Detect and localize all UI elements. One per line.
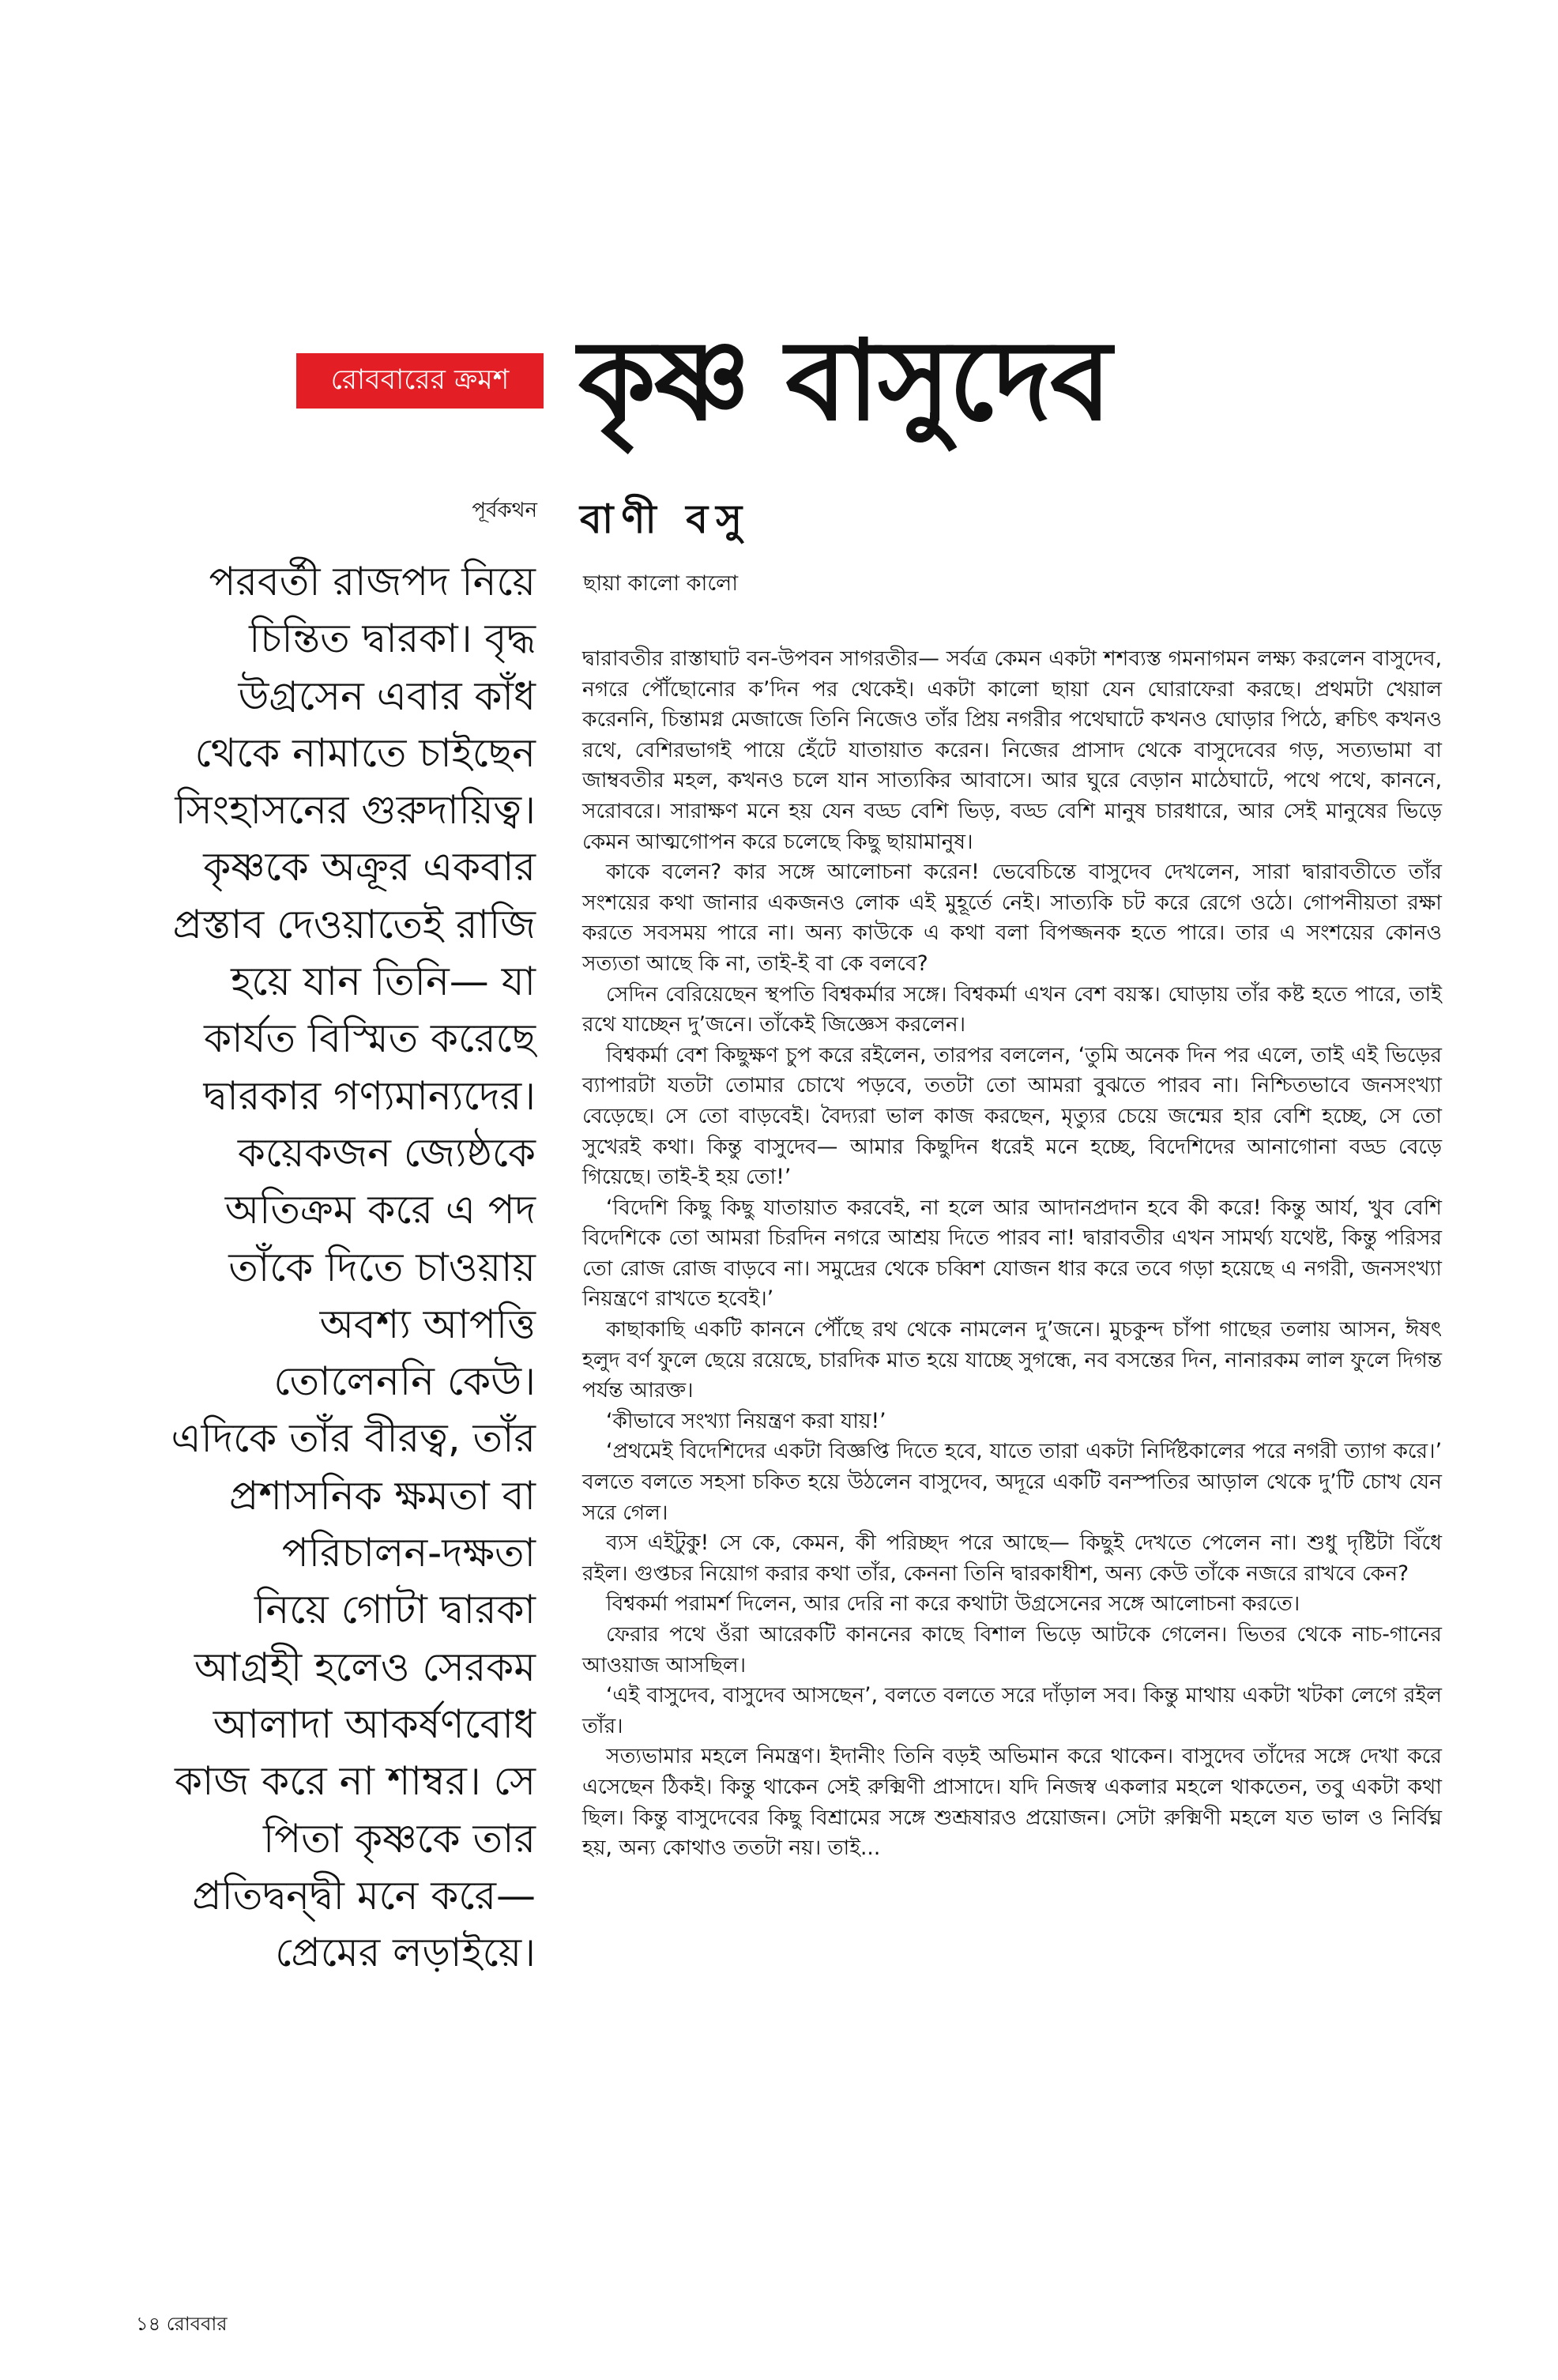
pre-story-label: পূর্বকথন xyxy=(472,499,537,522)
pull-quote-line: থেকে নামাতে চাইছেন xyxy=(194,729,536,776)
body-paragraph: ‘কীভাবে সংখ্যা নিয়ন্ত্রণ করা যায়!’ xyxy=(606,1408,886,1433)
pull-quote-line: প্রস্তাব দেওয়াতেই রাজি xyxy=(172,901,536,947)
body-paragraph: কাছাকাছি একটি কাননে পৌঁছে রথ থেকে নামলেন দু’জনে। মুচকুন্দ চাঁপা গাছের তলায় আসন, ঈষৎ হলুদ বর্ণ ফুলে ছেয়ে রয়েছে, চারদিক মাত হয়ে যাচ্ছে সুগন্ধে, নব বসন্তের দিন, নানারকম লাল ফুলে দিগন্ত পর্যন্ত আরক্ত। xyxy=(582,1317,1442,1403)
article-title: কৃষ্ণ বাসুদেব xyxy=(578,317,1111,446)
body-paragraph: বিশ্বকর্মা বেশ কিছুক্ষণ চুপ করে রইলেন, তারপর বললেন, ‘তুমি অনেক দিন পর এলে, তাই এই ভিড়ের ব্যাপারটা যতটা তোমার চোখে পড়বে, ততটা তো আমরা বুঝতে পারব না। নিশ্চিতভাবে জনসংখ্যা বেড়েছে। সে তো বাড়বেই। বৈদ্যরা ভাল কাজ করছেন, মৃত্যুর চেয়ে জন্মের হার বেশি হচ্ছে, সে তো সুখেরই কথা। কিন্তু বাসুদেব— আমার কিছুদিন ধরেই মনে হচ্ছে, বিদেশিদের আনাগোনা বড্ড বেড়ে গিয়েছে। তাই-ই হয় তো!’ xyxy=(582,1042,1442,1190)
pull-quote-line: পরিচালন-দক্ষতা xyxy=(281,1530,536,1576)
pull-quote-line: দ্বারকার গণ্যমান্যদের। xyxy=(203,1072,536,1119)
body-paragraph: ‘এই বাসুদেব, বাসুদেব আসছেন’, বলতে বলতে সরে দাঁড়াল সব। কিন্তু মাথায় একটা খটকা লেগে রইল তাঁর। xyxy=(582,1683,1442,1738)
pull-quote xyxy=(125,553,536,1981)
pull-quote-line: চিন্তিত দ্বারকা। বৃদ্ধ xyxy=(249,616,536,662)
pull-quote-line: পিতা কৃষ্ণকে তার xyxy=(262,1815,536,1862)
body-paragraph: দ্বারাবতীর রাস্তাঘাট বন-উপবন সাগরতীর— সর্বত্র কেমন একটা শশব্যস্ত গমনাগমন লক্ষ্য করলেন বাসুদেব, নগরে পৌঁছোনোর ক’দিন পর থেকেই। একটা কালো ছায়া যেন ঘোরাফেরা করছে। প্রথমটা খেয়াল করেননি, চিন্তামগ্ন মেজাজে তিনি নিজেও তাঁর প্রিয় নগরীর পথেঘাটে কখনও ঘোড়ার পিঠে, ক্বচিৎ কখনও রথে, বেশিরভাগই পায়ে হেঁটে যাতায়াত করেন। নিজের প্রাসাদ থেকে বাসুদেবের গড়, সত্যভামা বা জাম্ববতীর মহল, কখনও চলে যান সাত্যকির আবাসে। আর ঘুরে বেড়ান মাঠেঘাটে, পথে পথে, কাননে, সরোবরে। সারাক্ষণ মনে হয় যেন বড্ড বেশি ভিড়, বড্ড বেশি মানুষ চারধারে, আর সেই মানুষের ভিড়ে কেমন আত্মগোপন করে চলেছে কিছু ছায়ামানুষ। xyxy=(582,646,1442,854)
pull-quote-line: তাঁকে দিতে চাওয়ায় xyxy=(228,1244,536,1290)
body-paragraph: ফেরার পথে ওঁরা আরেকটি কাননের কাছে বিশাল ভিড়ে আটকে গেলেন। ভিতর থেকে নাচ-গানের আওয়াজ আসছিল। xyxy=(582,1622,1442,1678)
body-paragraph: ‘প্রথমেই বিদেশিদের একটা বিজ্ঞপ্তি দিতে হবে, যাতে তারা একটা নির্দিষ্টকালের পরে নগরী ত্যাগ করে।’ বলতে বলতে সহসা চকিত হয়ে উঠলেন বাসুদেব, অদূরে একটি বনস্পতির আড়াল থেকে দু’টি চোখ যেন সরে গেল। xyxy=(582,1439,1442,1525)
author-name: বাণী বসু xyxy=(580,496,751,542)
pull-quote-line: হয়ে যান তিনি— যা xyxy=(231,958,536,1005)
pull-quote-line: সিংহাসনের গুরুদায়িত্ব। xyxy=(175,787,536,834)
pull-quote-line: কয়েকজন জ্যেষ্ঠকে xyxy=(237,1129,536,1176)
body-paragraph: ‘বিদেশি কিছু কিছু যাতায়াত করবেই, না হলে আর আদানপ্রদান হবে কী করে! কিন্তু আর্য, খুব বেশি বিদেশিকে তো আমরা চিরদিন নগরে আশ্রয় দিতে পারব না! দ্বারাবতীর এখন সামর্থ্য যথেষ্ট, কিন্তু পরিসর তো রোজ রোজ বাড়বে না। সমুদ্রের থেকে চব্বিশ যোজন ধার করে তবে গড়া হয়েছে এ নগরী, জনসংখ্যা নিয়ন্ত্রণে রাখতে হবেই।’ xyxy=(582,1195,1442,1312)
section-heading: ছায়া কালো কালো xyxy=(583,571,739,596)
body-paragraph: সত্যভামার মহলে নিমন্ত্রণ। ইদানীং তিনি বড়ই অভিমান করে থাকেন। বাসুদেব তাঁদের সঙ্গে দেখা করে এসেছেন ঠিকই। কিন্তু থাকেন সেই রুক্মিণী প্রাসাদে। যদি নিজস্ব একলার মহলে থাকতেন, তবু একটা কথা ছিল। কিন্তু বাসুদেবের কিছু বিশ্রামের সঙ্গে শুশ্রূষারও প্রয়োজন। সেটা রুক্মিণী মহলে যত ভাল ও নির্বিঘ্ন হয়, অন্য কোথাও ততটা নয়। তাই... xyxy=(582,1744,1442,1861)
article-body xyxy=(582,644,1442,1864)
pull-quote-line: এদিকে তাঁর বীরত্ব, তাঁর xyxy=(171,1415,536,1462)
body-paragraph: সেদিন বেরিয়েছেন স্থপতি বিশ্বকর্মার সঙ্গে। বিশ্বকর্মা এখন বেশ বয়স্ক। ঘোড়ায় তাঁর কষ্ট হতে পারে, তাই রথে যাচ্ছেন দু’জনে। তাঁকেই জিজ্ঞেস করলেন। xyxy=(582,981,1442,1037)
page-footer: ১৪ রোববার xyxy=(136,2313,228,2335)
pull-quote-line: প্রতিদ্বন্দ্বী মনে করে— xyxy=(192,1872,536,1919)
body-paragraph: বিশ্বকর্মা পরামর্শ দিলেন, আর দেরি না করে কথাটা উগ্রসেনের সঙ্গে আলোচনা করতে। xyxy=(606,1591,1300,1617)
pull-quote-line: অতিক্রম করে এ পদ xyxy=(224,1187,536,1233)
pull-quote-line: কাজ করে না শাম্বর। সে xyxy=(175,1758,536,1805)
pull-quote-line: নিয়ে গোটা দ্বারকা xyxy=(254,1587,536,1633)
pull-quote-line: পরবর্তী রাজপদ নিয়ে xyxy=(209,559,536,604)
body-paragraph: কাকে বলেন? কার সঙ্গে আলোচনা করেন! ভেবেচিন্তে বাসুদেব দেখলেন, সারা দ্বারাবতীতে তাঁর সংশয়ের কথা জানার একজনও লোক এই মুহূর্তে নেই। সাত্যকি চট করে রেগে ওঠে। গোপনীয়তা রক্ষা করতে সবসময় পারে না। অন্য কাউকে এ কথা বলা বিপজ্জনক হতে পারে। তার এ সংশয়ের কোনও সত্যতা আছে কি না, তাই-ই বা কে বলবে? xyxy=(582,860,1442,976)
pull-quote-line: উগ্রসেন এবার কাঁধ xyxy=(238,672,536,719)
pull-quote-line: আলাদা আকর্ষণবোধ xyxy=(213,1700,536,1747)
pull-quote-line: কৃষ্ণকে অক্রূর একবার xyxy=(203,844,536,891)
series-tag: রোববারের ক্রমশ xyxy=(296,353,544,409)
body-paragraph: ব্যস এইটুকু! সে কে, কেমন, কী পরিচ্ছদ পরে আছে— কিছুই দেখতে পেলেন না। শুধু দৃষ্টিটা বিঁধে রইল। গুপ্তচর নিয়োগ করার কথা তাঁর, কেননা তিনি দ্বারকাধীশ, অন্য কেউ তাঁকে নজরে রাখবে কেন? xyxy=(582,1531,1442,1586)
pull-quote-line: প্রশাসনিক ক্ষমতা বা xyxy=(229,1472,536,1519)
pull-quote-line: আগ্রহী হলেও সেরকম xyxy=(194,1644,536,1690)
pull-quote-line: তোলেননি কেউ। xyxy=(273,1358,536,1405)
pull-quote-line: অবশ্য আপত্তি xyxy=(319,1301,536,1347)
pull-quote-line: কার্যত বিস্মিত করেছে xyxy=(204,1015,536,1062)
pull-quote-line: প্রেমের লড়াইয়ে। xyxy=(275,1930,536,1976)
